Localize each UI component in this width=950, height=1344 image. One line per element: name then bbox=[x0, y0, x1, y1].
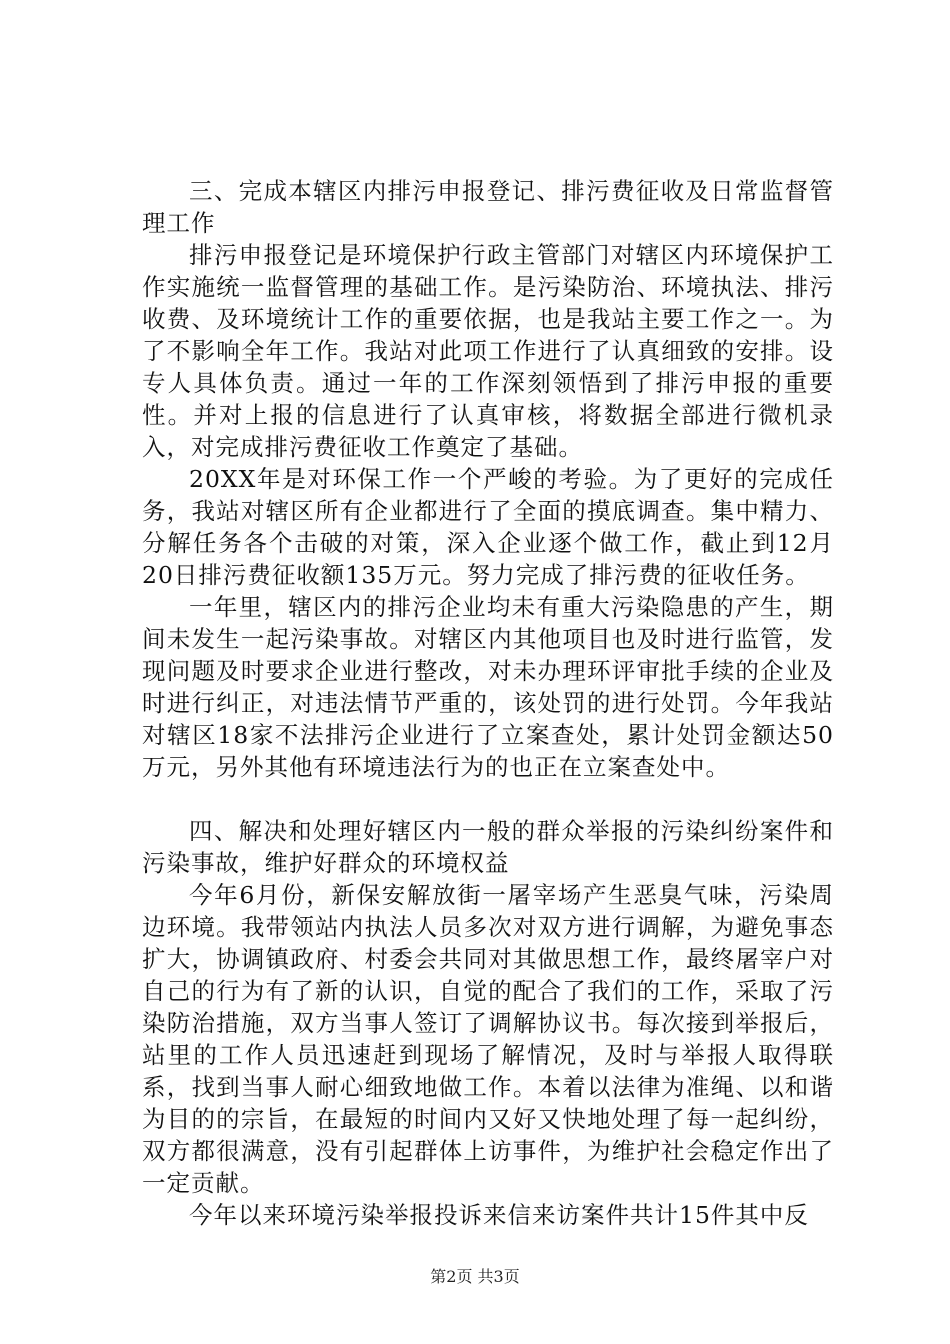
paragraph: 一年里，辖区内的排污企业均未有重大污染隐患的产生，期间未发生一起污染事故。对辖区内其他项目也及时进行监管，发现问题及时要求企业进行整改，对未办理环评审批手续的企业及时进行纠正，对违法情节严重的，该处罚的进行处罚。今年我站对辖区18家不法排污企业进行了立案查处，累计处罚金额达50万元，另外其他有环境违法行为的也正在立案查处中。 bbox=[142, 593, 834, 781]
section-heading-3: 三、完成本辖区内排污申报登记、排污费征收及日常监督管理工作 bbox=[142, 177, 834, 237]
paragraph: 20XX年是对环保工作一个严峻的考验。为了更好的完成任务，我站对辖区所有企业都进行了全面的摸底调查。集中精力、分解任务各个击破的对策，深入企业逐个做工作，截止到12月20日排污费征收额135万元。努力完成了排污费的征收任务。 bbox=[142, 465, 834, 589]
section-heading-4: 四、解决和处理好辖区内一般的群众举报的污染纠纷案件和污染事故，维护好群众的环境权益 bbox=[142, 817, 834, 877]
document-body bbox=[142, 175, 834, 1231]
paragraph: 排污申报登记是环境保护行政主管部门对辖区内环境保护工作实施统一监督管理的基础工作。是污染防治、环境执法、排污收费、及环境统计工作的重要依据，也是我站主要工作之一。为了不影响全年工作。我站对此项工作进行了认真细致的安排。设专人具体负责。通过一年的工作深刻领悟到了排污申报的重要性。并对上报的信息进行了认真审核，将数据全部进行微机录入，对完成排污费征收工作奠定了基础。 bbox=[142, 241, 834, 461]
paragraph: 今年以来环境污染举报投诉来信来访案件共计15件其中反 bbox=[189, 1201, 809, 1229]
page-footer: 第2页 共3页 bbox=[430, 1267, 520, 1286]
paragraph: 今年6月份，新保安解放街一屠宰场产生恶臭气味，污染周边环境。我带领站内执法人员多次对双方进行调解，为避免事态扩大，协调镇政府、村委会共同对其做思想工作，最终屠宰户对自己的行为有了新的认识，自觉的配合了我们的工作，采取了污染防治措施，双方当事人签订了调解协议书。每次接到举报后，站里的工作人员迅速赶到现场了解情况，及时与举报人取得联系，找到当事人耐心细致地做工作。本着以法律为准绳、以和谐为目的的宗旨，在最短的时间内又好又快地处理了每一起纠纷，双方都很满意，没有引起群体上访事件，为维护社会稳定作出了一定贡献。 bbox=[142, 881, 834, 1197]
